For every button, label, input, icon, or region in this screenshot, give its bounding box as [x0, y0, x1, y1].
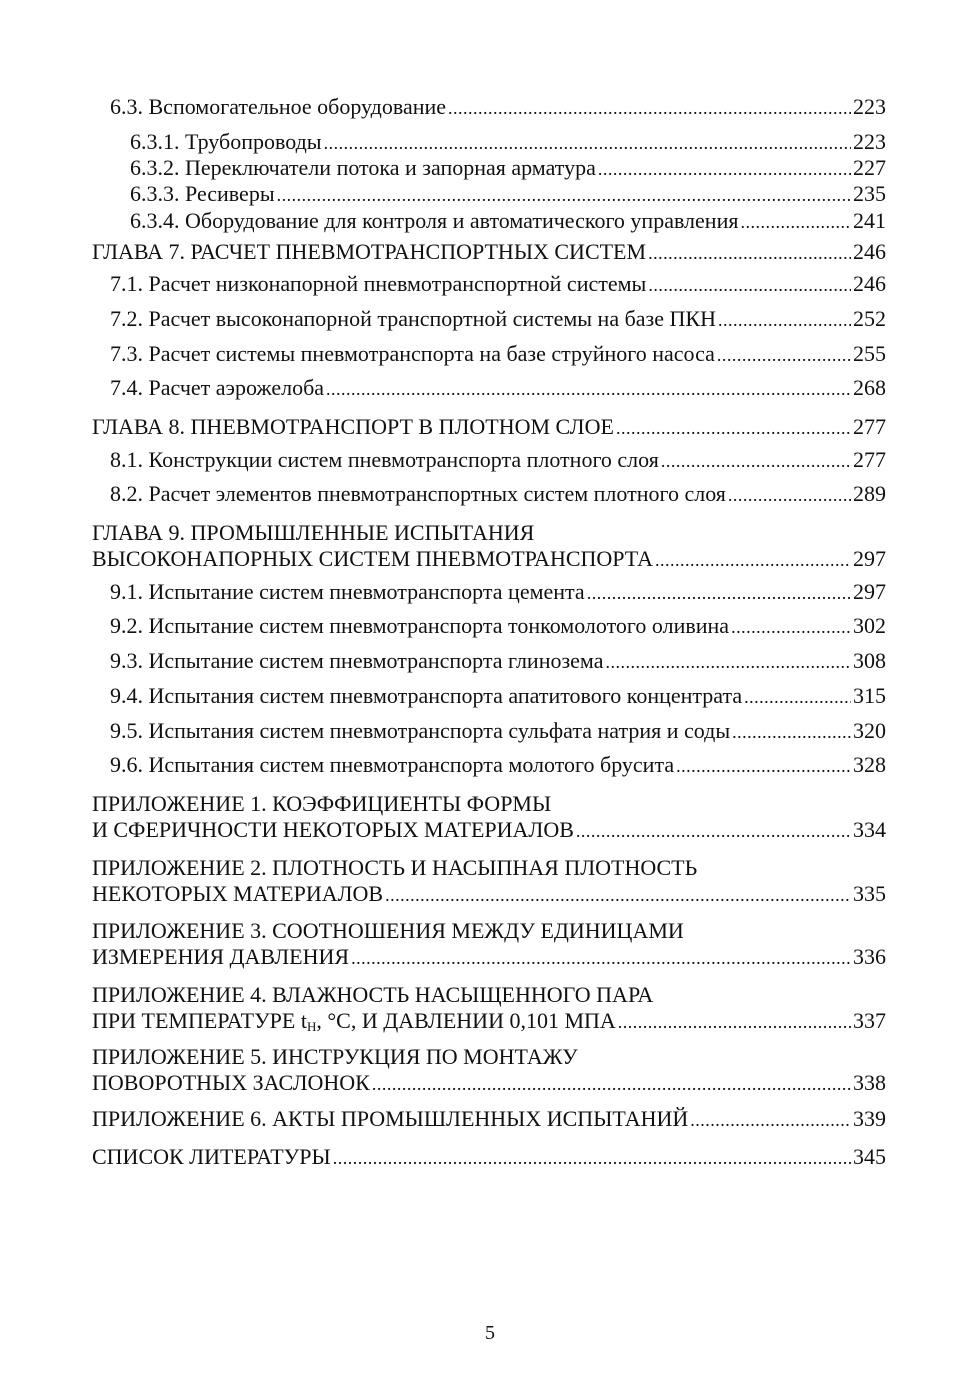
leader-dots — [740, 209, 851, 235]
toc-appendix[interactable] — [92, 982, 886, 1040]
toc-title: НЕКОТОРЫХ МАТЕРИАЛОВ — [92, 881, 384, 906]
toc-page: 289 — [853, 481, 886, 506]
leader-dots — [616, 415, 851, 441]
toc-title: 9.5. Испытания систем пневмотранспорта сульфата натрия и соды — [110, 718, 731, 743]
leader-dots — [728, 482, 851, 508]
toc-entry[interactable] — [110, 271, 886, 298]
page-number: 5 — [485, 1322, 495, 1344]
toc-entry[interactable] — [110, 579, 886, 606]
toc-title: 6.3.4. Оборудование для контроля и автоматического управления — [130, 208, 739, 233]
toc-title: 8.2. Расчет элементов пневмотранспортных систем плотного слоя — [110, 481, 726, 506]
toc-page: 336 — [853, 944, 886, 969]
leader-dots — [324, 130, 851, 156]
leader-dots — [648, 240, 851, 266]
toc-entry[interactable] — [110, 481, 886, 508]
toc-entry[interactable] — [130, 181, 886, 208]
toc-appendix[interactable] — [92, 855, 886, 908]
leader-dots — [618, 1009, 851, 1035]
toc-title: 7.3. Расчет системы пневмотранспорта на базе струйного насоса — [110, 341, 715, 366]
toc-entry[interactable] — [110, 752, 886, 779]
leader-dots — [655, 547, 851, 573]
toc-title: СПИСОК ЛИТЕРАТУРЫ — [92, 1144, 331, 1169]
toc-page: 308 — [853, 648, 886, 673]
toc-chapter[interactable] — [92, 520, 886, 573]
toc-appendix[interactable] — [92, 1106, 886, 1133]
toc-entry[interactable] — [110, 306, 886, 333]
toc-page: 252 — [853, 306, 886, 331]
toc-title: ПРИ ТЕМПЕРАТУРЕ $t_Н$, °С, И ДАВЛЕНИИ 0,101 МПА — [92, 1008, 616, 1034]
toc-title-line1: ПРИЛОЖЕНИЕ 4. ВЛАЖНОСТЬ НАСЫЩЕННОГО ПАРА — [92, 982, 654, 1007]
leader-dots — [718, 307, 851, 333]
toc-appendix[interactable] — [92, 918, 886, 971]
leader-dots — [744, 684, 851, 710]
toc-title-line1: ГЛАВА 9. ПРОМЫШЛЕННЫЕ ИСПЫТАНИЯ — [92, 520, 535, 545]
leader-dots — [717, 342, 851, 368]
leader-dots — [277, 182, 851, 208]
toc-appendix[interactable] — [92, 1044, 886, 1097]
toc-page: 338 — [853, 1070, 886, 1095]
leader-dots — [648, 272, 851, 298]
toc-page: 334 — [853, 817, 886, 842]
toc-page: 345 — [853, 1144, 886, 1169]
toc-page: 297 — [853, 579, 886, 604]
toc-page: 320 — [853, 718, 886, 743]
toc-page: 255 — [853, 341, 886, 366]
toc-entry[interactable] — [110, 375, 886, 402]
toc-title-line1: ПРИЛОЖЕНИЕ 2. ПЛОТНОСТЬ И НАСЫПНАЯ ПЛОТНОСТЬ — [92, 855, 698, 880]
leader-dots — [385, 882, 851, 908]
leader-dots — [598, 156, 851, 182]
toc-entry[interactable] — [130, 155, 886, 182]
toc-entry[interactable] — [130, 208, 886, 235]
leader-dots — [326, 376, 851, 402]
toc-title: 6.3.2. Переключатели потока и запорная арматура — [130, 155, 596, 180]
leader-dots — [661, 448, 851, 474]
toc-title: 8.1. Конструкции систем пневмотранспорта плотного слоя — [110, 447, 659, 472]
toc-title: 9.4. Испытания систем пневмотранспорта апатитового концентрата — [110, 683, 743, 708]
toc-entry[interactable] — [130, 129, 886, 156]
toc-title: 9.6. Испытания систем пневмотранспорта молотого брусита — [110, 752, 675, 777]
leader-dots — [351, 945, 851, 971]
toc-page: 328 — [853, 752, 886, 777]
toc-page: 277 — [853, 414, 886, 439]
toc-page: 223 — [853, 129, 886, 154]
toc-title: 6.3. Вспомогательное оборудование — [110, 94, 447, 119]
toc-title: ВЫСОКОНАПОРНЫХ СИСТЕМ ПНЕВМОТРАНСПОРТА — [92, 546, 654, 571]
toc-title: 6.3.1. Трубопроводы — [130, 129, 322, 154]
toc-page: 315 — [853, 683, 886, 708]
leader-dots — [372, 1071, 851, 1097]
toc-title-line1: ПРИЛОЖЕНИЕ 1. КОЭФФИЦИЕНТЫ ФОРМЫ — [92, 791, 552, 816]
toc-title: ПРИЛОЖЕНИЕ 6. АКТЫ ПРОМЫШЛЕННЫХ ИСПЫТАНИЙ — [92, 1106, 689, 1131]
toc-title: ГЛАВА 8. ПНЕВМОТРАНСПОРТ В ПЛОТНОМ СЛОЕ — [92, 414, 614, 439]
toc-title: ГЛАВА 7. РАСЧЕТ ПНЕВМОТРАНСПОРТНЫХ СИСТЕМ — [92, 239, 647, 264]
toc-page: 246 — [853, 271, 886, 296]
toc-title: ИЗМЕРЕНИЯ ДАВЛЕНИЯ — [92, 944, 350, 969]
toc-page: 297 — [853, 546, 886, 571]
leader-dots — [690, 1107, 851, 1133]
toc-page: 235 — [853, 181, 886, 206]
toc-entry[interactable] — [110, 648, 886, 675]
toc-title: 9.2. Испытание систем пневмотранспорта тонкомолотого оливина — [110, 613, 730, 638]
toc-entry[interactable] — [110, 94, 886, 121]
leader-dots — [587, 580, 851, 606]
toc-appendix[interactable] — [92, 791, 886, 844]
toc-title: 9.3. Испытание систем пневмотранспорта глинозема — [110, 648, 604, 673]
toc-entry[interactable] — [110, 683, 886, 710]
toc-title-line1: ПРИЛОЖЕНИЕ 3. СООТНОШЕНИЯ МЕЖДУ ЕДИНИЦАМИ — [92, 918, 684, 943]
toc-page: 246 — [853, 239, 886, 264]
toc-page: 302 — [853, 613, 886, 638]
leader-dots — [576, 818, 851, 844]
toc-title: 9.1. Испытание систем пневмотранспорта цемента — [110, 579, 585, 604]
toc-entry[interactable] — [110, 613, 886, 640]
toc-page: 227 — [853, 155, 886, 180]
toc-page: 335 — [853, 881, 886, 906]
toc-title: ПОВОРОТНЫХ ЗАСЛОНОК — [92, 1070, 370, 1095]
toc-entry[interactable] — [110, 341, 886, 368]
toc-chapter[interactable] — [92, 414, 886, 441]
leader-dots — [333, 1145, 851, 1171]
toc-title: 6.3.3. Ресиверы — [130, 181, 275, 206]
toc-title: 7.1. Расчет низконапорной пневмотранспортной системы — [110, 271, 647, 296]
toc-title-line1: ПРИЛОЖЕНИЕ 5. ИНСТРУКЦИЯ ПО МОНТАЖУ — [92, 1044, 578, 1069]
leader-dots — [605, 649, 851, 675]
leader-dots — [676, 753, 851, 779]
toc-page: 268 — [853, 375, 886, 400]
leader-dots — [731, 614, 851, 640]
toc-entry[interactable] — [110, 718, 886, 745]
toc-page: 337 — [853, 1008, 886, 1033]
leader-dots — [448, 95, 851, 121]
toc-page: 339 — [853, 1106, 886, 1131]
toc-page: 277 — [853, 447, 886, 472]
toc-chapter[interactable] — [92, 239, 886, 266]
toc-bibliography[interactable] — [92, 1144, 886, 1171]
toc-title: 7.2. Расчет высоконапорной транспортной системы на базе ПКН — [110, 306, 716, 331]
toc-title: И СФЕРИЧНОСТИ НЕКОТОРЫХ МАТЕРИАЛОВ — [92, 817, 574, 842]
toc-page: 223 — [853, 94, 886, 119]
toc-title: 7.4. Расчет аэрожелоба — [110, 375, 325, 400]
subscript: Н — [306, 1019, 317, 1034]
toc-page: 241 — [853, 208, 886, 233]
leader-dots — [732, 719, 851, 745]
toc-entry[interactable] — [110, 447, 886, 474]
